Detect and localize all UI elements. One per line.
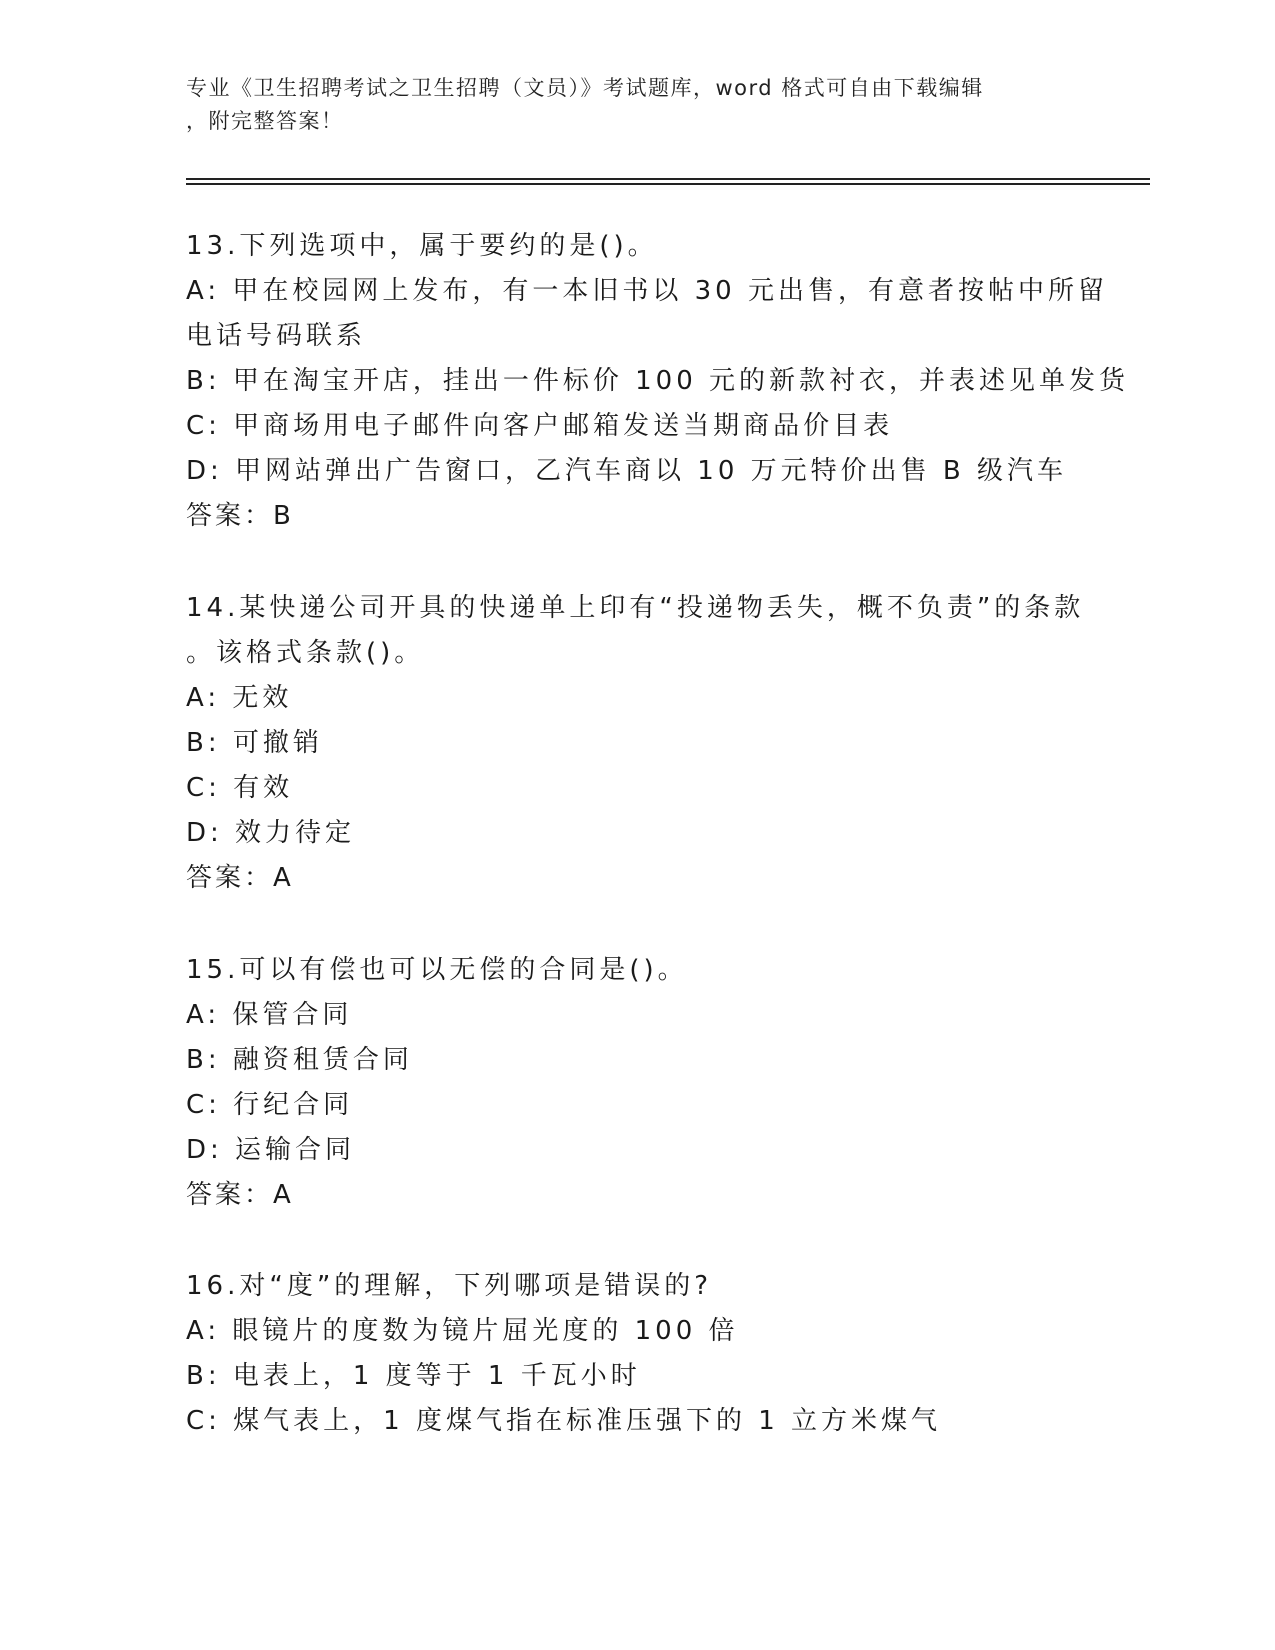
question-16 (186, 1264, 1086, 1444)
question-stem: 14.某快递公司开具的快递单上印有“投递物丢失，概不负责”的条款 (186, 593, 1085, 623)
option-a: A: 甲在校园网上发布，有一本旧书以 30 元出售，有意者按帖中所留 (186, 276, 1108, 306)
option-c: C: 行纪合同 (186, 1090, 354, 1120)
answer-line (186, 1173, 1086, 1218)
answer-value: A (273, 863, 294, 893)
document-header (186, 72, 1066, 138)
answer-label: 答案： (186, 863, 274, 893)
option-d: D: 效力待定 (186, 818, 356, 848)
option-c: C: 有效 (186, 773, 294, 803)
answer-line (186, 856, 1086, 901)
answer-label: 答案： (186, 1180, 274, 1210)
question-stem: 16.对“度”的理解，下列哪项是错误的? (186, 1271, 713, 1301)
question-stem: 15.可以有偿也可以无偿的合同是()。 (186, 955, 688, 985)
header-line-1: 专业《卫生招聘考试之卫生招聘（文员）》考试题库，word 格式可自由下载编辑 (186, 76, 984, 100)
question-13 (186, 224, 1130, 539)
header-line-2: ，附完整答案！ (186, 109, 344, 133)
answer-value: A (273, 1180, 294, 1210)
answer-value: B (273, 501, 294, 531)
option-a: A: 保管合同 (186, 1000, 353, 1030)
option-b: B: 可撤销 (186, 728, 323, 758)
option-a: A: 无效 (186, 683, 293, 713)
option-a-continued: 电话号码联系 (186, 321, 367, 351)
question-stem-continued: 。该格式条款()。 (186, 638, 425, 668)
question-15 (186, 948, 1086, 1218)
option-a: A: 眼镜片的度数为镜片屈光度的 100 倍 (186, 1316, 739, 1346)
header-rule-bottom (186, 183, 1150, 185)
option-d: D: 甲网站弹出广告窗口，乙汽车商以 10 万元特价出售 B 级汽车 (186, 456, 1068, 486)
question-stem: 13.下列选项中，属于要约的是()。 (186, 231, 658, 261)
question-14 (186, 586, 1086, 901)
option-c: C: 甲商场用电子邮件向客户邮箱发送当期商品价目表 (186, 411, 894, 441)
option-b: B: 融资租赁合同 (186, 1045, 413, 1075)
answer-label: 答案： (186, 501, 274, 531)
option-c: C: 煤气表上，1 度煤气指在标准压强下的 1 立方米煤气 (186, 1406, 942, 1436)
answer-line (186, 494, 1086, 539)
header-rule-top (186, 178, 1150, 180)
option-b: B: 甲在淘宝开店，挂出一件标价 100 元的新款衬衣，并表述见单发货 (186, 366, 1130, 396)
option-b: B: 电表上，1 度等于 1 千瓦小时 (186, 1361, 641, 1391)
option-d: D: 运输合同 (186, 1135, 356, 1165)
